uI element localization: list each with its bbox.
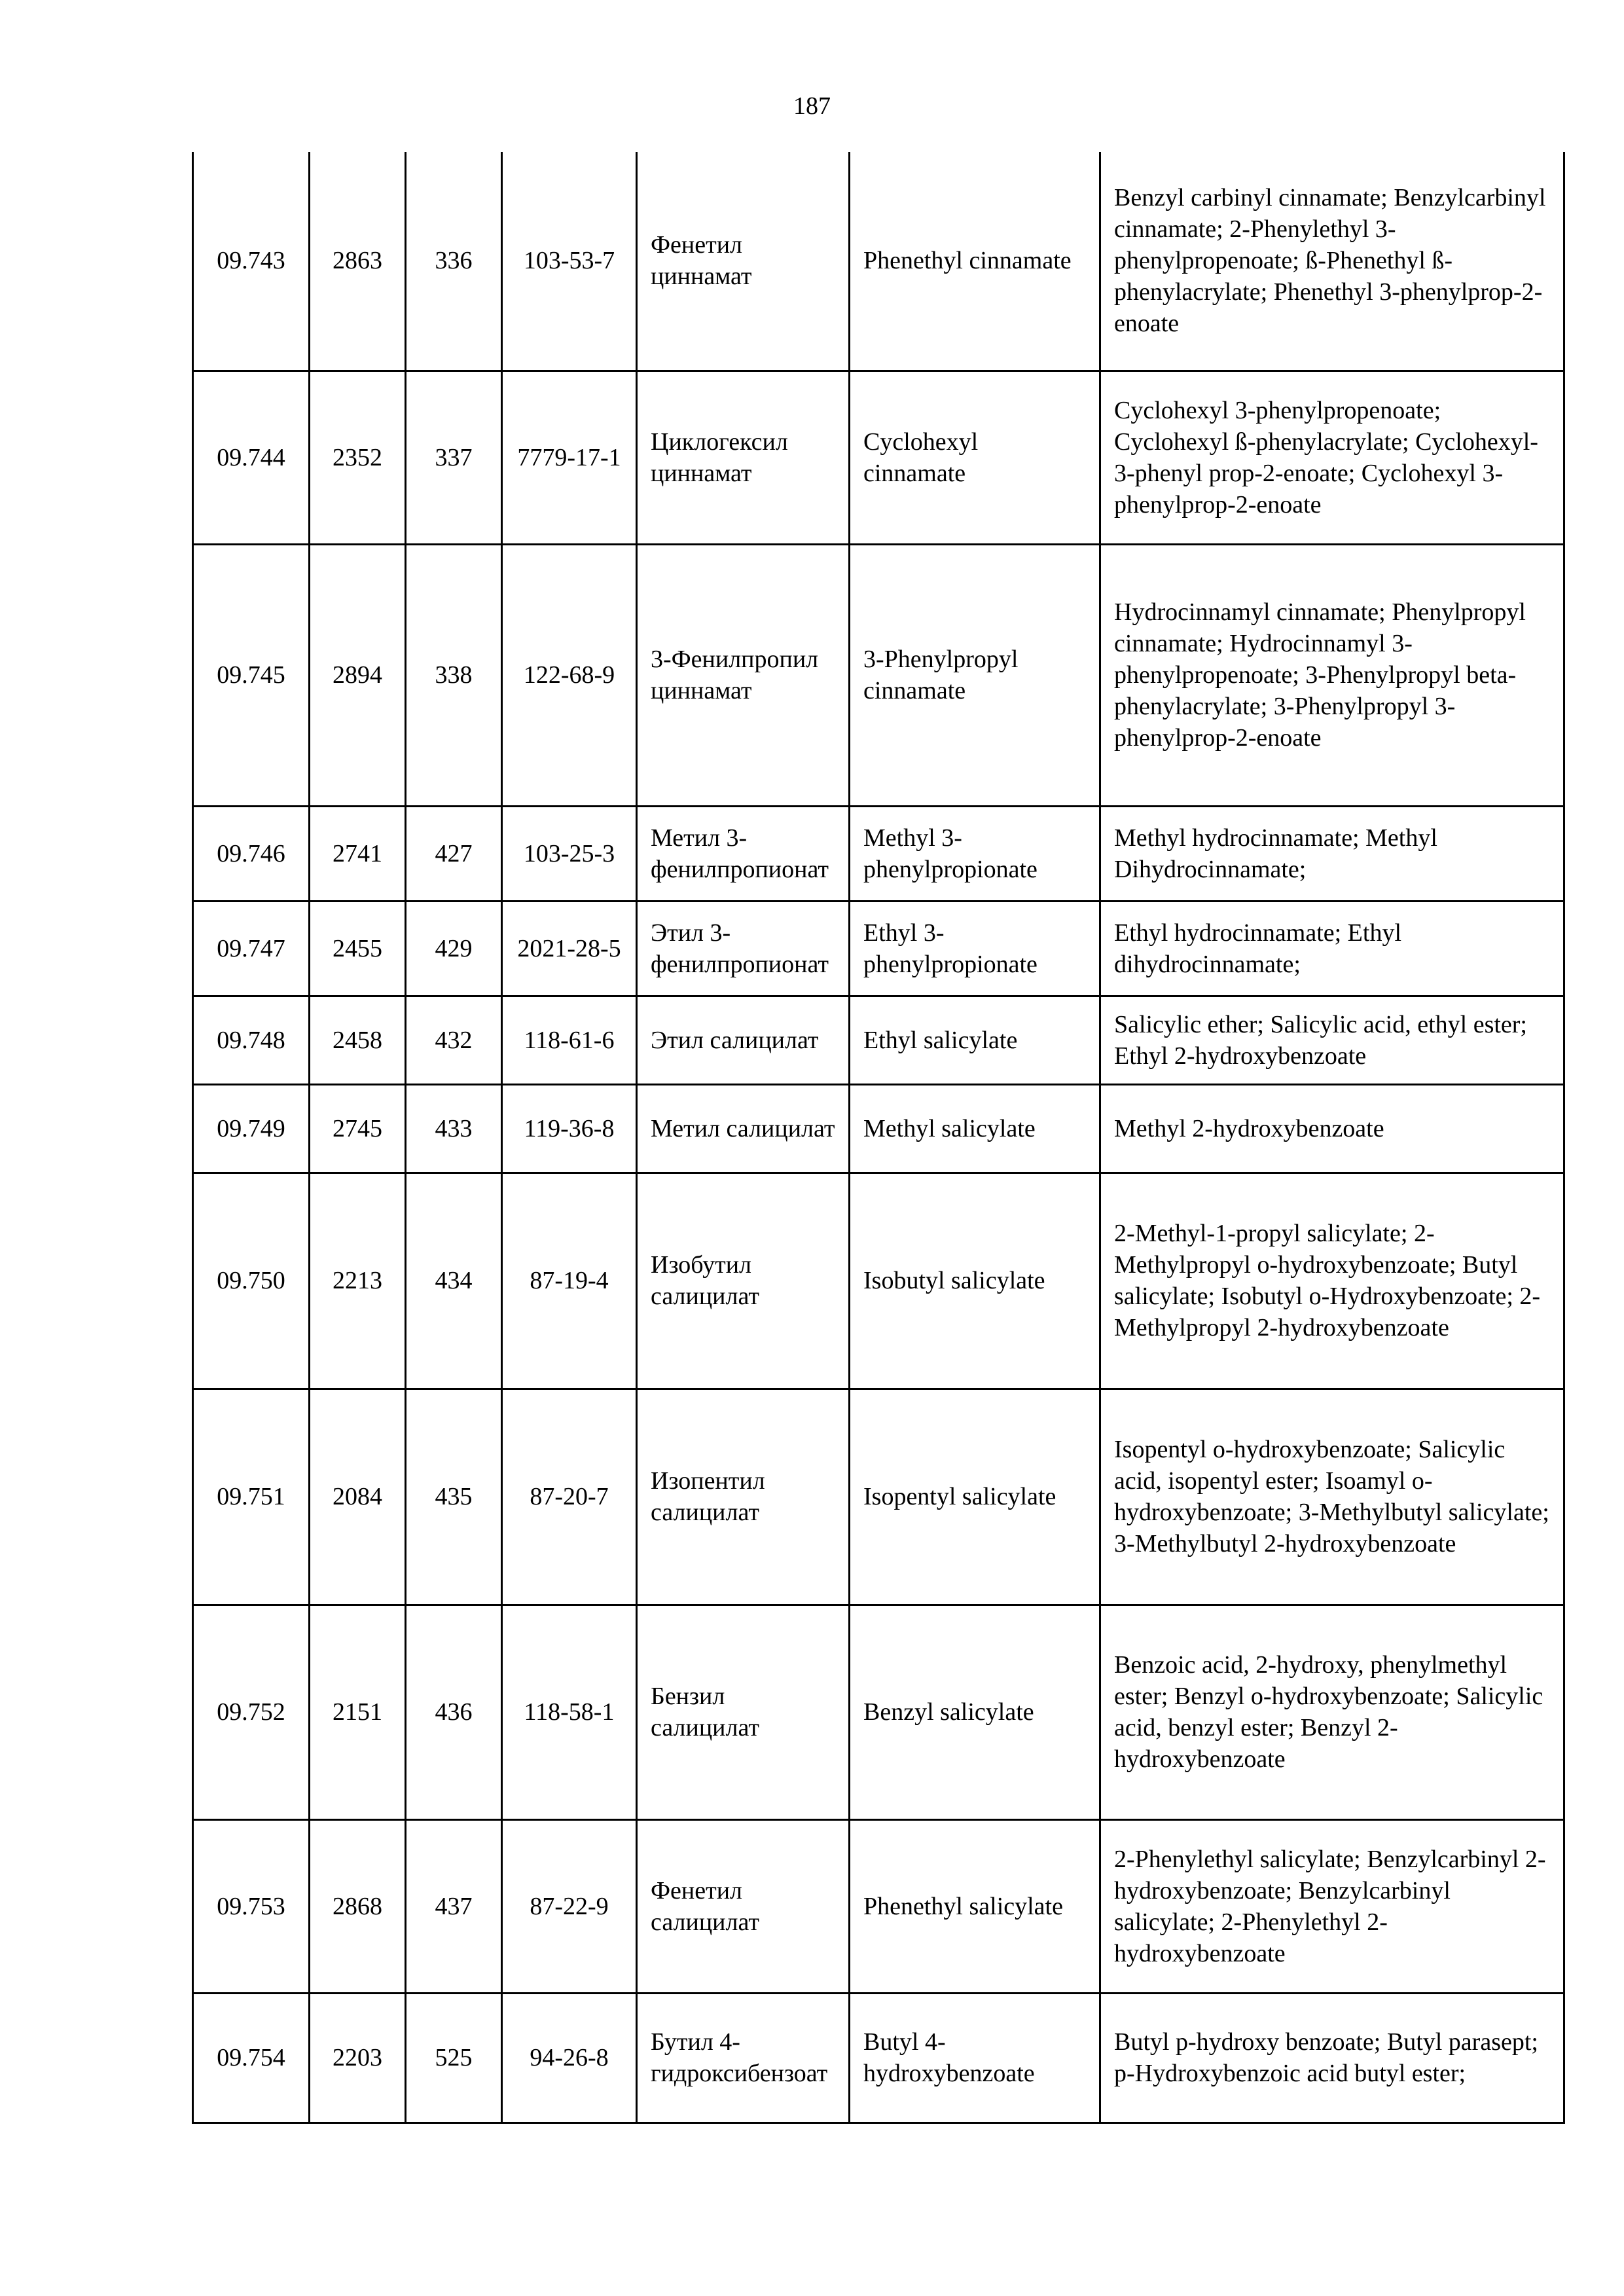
cas-number: 87-22-9 <box>502 1819 637 1993</box>
substance-code: 09.749 <box>193 1084 310 1173</box>
name-russian: Фенетил салицилат <box>637 1819 850 1993</box>
name-english: Methyl salicylate <box>850 1084 1100 1173</box>
table-row <box>193 1605 1564 1819</box>
name-russian: Фенетил циннамат <box>637 152 850 371</box>
coe-number: 432 <box>406 996 502 1084</box>
cas-number: 122-68-9 <box>502 544 637 806</box>
table-row <box>193 1389 1564 1605</box>
synonyms: Butyl p-hydroxy benzoate; Butyl parasept; p-Hydroxybenzoic acid butyl ester; <box>1100 1993 1564 2123</box>
coe-number: 429 <box>406 901 502 996</box>
table-row <box>193 152 1564 371</box>
name-russian: Бензил салицилат <box>637 1605 850 1819</box>
synonyms: 2-Methyl-1-propyl salicylate; 2-Methylpropyl o-hydroxybenzoate; Butyl salicylate; Isobutyl o-Hydroxybenzoate; 2-Methylpropyl 2-hydroxybenzoate <box>1100 1173 1564 1389</box>
substances-table <box>192 152 1565 2124</box>
name-english: Ethyl salicylate <box>850 996 1100 1084</box>
substance-code: 09.753 <box>193 1819 310 1993</box>
fl-number: 2352 <box>310 371 406 544</box>
name-russian: 3-Фенилпропил циннамат <box>637 544 850 806</box>
table-row <box>193 1173 1564 1389</box>
fl-number: 2084 <box>310 1389 406 1605</box>
table-row <box>193 544 1564 806</box>
coe-number: 435 <box>406 1389 502 1605</box>
coe-number: 427 <box>406 806 502 901</box>
synonyms: Cyclohexyl 3-phenylpropenoate; Cyclohexyl ß-phenylacrylate; Cyclohexyl-3-phenyl prop-2-enoate; Cyclohexyl 3-phenylprop-2-enoate <box>1100 371 1564 544</box>
fl-number: 2213 <box>310 1173 406 1389</box>
cas-number: 103-53-7 <box>502 152 637 371</box>
substance-code: 09.748 <box>193 996 310 1084</box>
name-russian: Этил салицилат <box>637 996 850 1084</box>
substance-code: 09.747 <box>193 901 310 996</box>
cas-number: 87-20-7 <box>502 1389 637 1605</box>
fl-number: 2868 <box>310 1819 406 1993</box>
name-russian: Изопентил салицилат <box>637 1389 850 1605</box>
substance-code: 09.752 <box>193 1605 310 1819</box>
table-row <box>193 806 1564 901</box>
coe-number: 433 <box>406 1084 502 1173</box>
substance-code: 09.744 <box>193 371 310 544</box>
page-number: 187 <box>793 92 831 120</box>
name-english: Phenethyl salicylate <box>850 1819 1100 1993</box>
name-english: Benzyl salicylate <box>850 1605 1100 1819</box>
synonyms: Benzoic acid, 2-hydroxy, phenylmethyl ester; Benzyl o-hydroxybenzoate; Salicylic acid, benzyl ester; Benzyl 2-hydroxybenzoate <box>1100 1605 1564 1819</box>
cas-number: 119-36-8 <box>502 1084 637 1173</box>
fl-number: 2741 <box>310 806 406 901</box>
cas-number: 118-61-6 <box>502 996 637 1084</box>
name-russian: Бутил 4-гидроксибензоат <box>637 1993 850 2123</box>
name-russian: Этил 3-фенилпропионат <box>637 901 850 996</box>
name-english: Isopentyl salicylate <box>850 1389 1100 1605</box>
cas-number: 118-58-1 <box>502 1605 637 1819</box>
table-row <box>193 1993 1564 2123</box>
table-row <box>193 1084 1564 1173</box>
fl-number: 2455 <box>310 901 406 996</box>
cas-number: 103-25-3 <box>502 806 637 901</box>
coe-number: 338 <box>406 544 502 806</box>
name-russian: Циклогексил циннамат <box>637 371 850 544</box>
synonyms: Methyl 2-hydroxybenzoate <box>1100 1084 1564 1173</box>
table-row <box>193 996 1564 1084</box>
synonyms: Methyl hydrocinnamate; Methyl Dihydrocinnamate; <box>1100 806 1564 901</box>
cas-number: 7779-17-1 <box>502 371 637 544</box>
fl-number: 2863 <box>310 152 406 371</box>
name-english: 3-Phenylpropyl cinnamate <box>850 544 1100 806</box>
synonyms: Benzyl carbinyl cinnamate; Benzylcarbinyl cinnamate; 2-Phenylethyl 3-phenylpropenoate; ß-Phenethyl ß-phenylacrylate; Phenethyl 3-phenylprop-2-enoate <box>1100 152 1564 371</box>
coe-number: 336 <box>406 152 502 371</box>
substance-code: 09.746 <box>193 806 310 901</box>
name-russian: Изобутил салицилат <box>637 1173 850 1389</box>
name-english: Butyl 4-hydroxybenzoate <box>850 1993 1100 2123</box>
coe-number: 434 <box>406 1173 502 1389</box>
substance-code: 09.743 <box>193 152 310 371</box>
name-english: Cyclohexyl cinnamate <box>850 371 1100 544</box>
name-english: Isobutyl salicylate <box>850 1173 1100 1389</box>
fl-number: 2151 <box>310 1605 406 1819</box>
fl-number: 2458 <box>310 996 406 1084</box>
coe-number: 525 <box>406 1993 502 2123</box>
name-russian: Метил салицилат <box>637 1084 850 1173</box>
synonyms: Hydrocinnamyl cinnamate; Phenylpropyl cinnamate; Hydrocinnamyl 3-phenylpropenoate; 3-Phenylpropyl beta-phenylacrylate; 3-Phenylpropyl 3-phenylprop-2-enoate <box>1100 544 1564 806</box>
substance-code: 09.751 <box>193 1389 310 1605</box>
synonyms: Salicylic ether; Salicylic acid, ethyl ester; Ethyl 2-hydroxybenzoate <box>1100 996 1564 1084</box>
synonyms: 2-Phenylethyl salicylate; Benzylcarbinyl 2-hydroxybenzoate; Benzylcarbinyl salicylate; 2-Phenylethyl 2-hydroxybenzoate <box>1100 1819 1564 1993</box>
fl-number: 2894 <box>310 544 406 806</box>
name-russian: Метил 3-фенилпропионат <box>637 806 850 901</box>
fl-number: 2745 <box>310 1084 406 1173</box>
name-english: Phenethyl cinnamate <box>850 152 1100 371</box>
substance-code: 09.750 <box>193 1173 310 1389</box>
substance-code: 09.754 <box>193 1993 310 2123</box>
fl-number: 2203 <box>310 1993 406 2123</box>
cas-number: 87-19-4 <box>502 1173 637 1389</box>
coe-number: 436 <box>406 1605 502 1819</box>
name-english: Ethyl 3-phenylpropionate <box>850 901 1100 996</box>
cas-number: 94-26-8 <box>502 1993 637 2123</box>
synonyms: Ethyl hydrocinnamate; Ethyl dihydrocinnamate; <box>1100 901 1564 996</box>
coe-number: 337 <box>406 371 502 544</box>
table-row <box>193 1819 1564 1993</box>
table-row <box>193 901 1564 996</box>
synonyms: Isopentyl o-hydroxybenzoate; Salicylic acid, isopentyl ester; Isoamyl o-hydroxybenzoate; 3-Methylbutyl salicylate; 3-Methylbutyl 2-hydroxybenzoate <box>1100 1389 1564 1605</box>
coe-number: 437 <box>406 1819 502 1993</box>
substance-code: 09.745 <box>193 544 310 806</box>
table-row <box>193 371 1564 544</box>
cas-number: 2021-28-5 <box>502 901 637 996</box>
name-english: Methyl 3-phenylpropionate <box>850 806 1100 901</box>
